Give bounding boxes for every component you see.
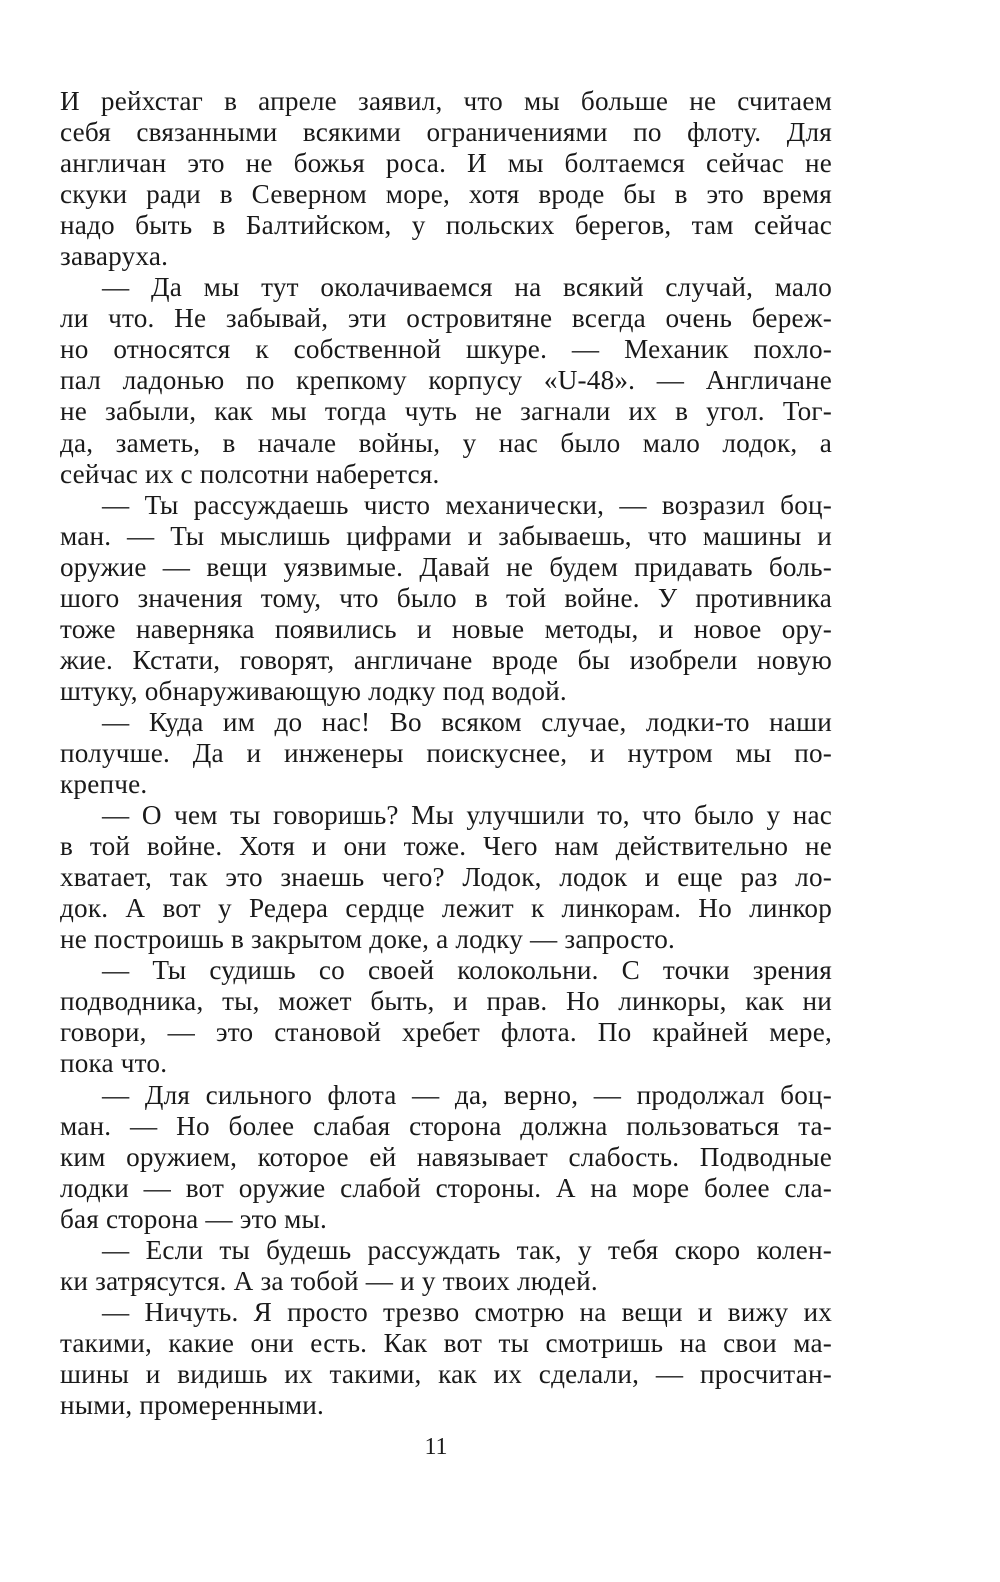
- text-line: — Для сильного флота — да, верно, — продолжал боц-: [102, 1079, 832, 1110]
- text-line: пока что.: [60, 1048, 168, 1079]
- text-line: надо быть в Балтийском, у польских берегов, там сейчас: [60, 210, 832, 241]
- page-number: 11: [424, 1434, 448, 1460]
- text-line: оружие — вещи уязвимые. Давай не будем придавать боль-: [60, 551, 832, 582]
- paragraph: [60, 272, 832, 489]
- text-line: ки затрясутся. А за тобой — и у твоих людей.: [60, 1265, 598, 1296]
- paragraph: [60, 955, 832, 1079]
- text-line: штуку, обнаруживающую лодку под водой.: [60, 675, 567, 706]
- text-line: — Ты судишь со своей колокольни. С точки зрения: [102, 955, 832, 986]
- body-text: [60, 86, 832, 1421]
- text-line: лодки — вот оружие слабой стороны. А на море более сла-: [60, 1172, 832, 1203]
- text-line: тоже наверняка появились и новые методы, и новое ору-: [60, 613, 832, 644]
- text-line: себя связанными всякими ограничениями по флоту. Для: [60, 117, 832, 148]
- paragraph: [60, 1080, 832, 1235]
- text-line: хватает, так это знаешь чего? Лодок, лодок и еще раз ло-: [60, 862, 832, 893]
- text-line: но относятся к собственной шкуре. — Механик похло-: [60, 334, 832, 365]
- text-line: подводника, ты, может быть, и прав. Но линкоры, как ни: [60, 986, 832, 1017]
- text-line: шого значения тому, что было в той войне. У противника: [60, 582, 832, 613]
- text-line: док. А вот у Редера сердце лежит к линкорам. Но линкор: [60, 893, 832, 924]
- text-line: сейчас их с полсотни наберется.: [60, 458, 440, 489]
- paragraph: [60, 1235, 832, 1297]
- text-line: — О чем ты говоришь? Мы улучшили то, что было у нас: [102, 800, 832, 831]
- text-line: получше. Да и инженеры поискуснее, и нутром мы по-: [60, 737, 832, 768]
- text-line: шины и видишь их такими, как их сделали, — просчитан-: [60, 1358, 832, 1389]
- text-line: не построишь в закрытом доке, а лодку — запросто.: [60, 924, 676, 955]
- text-line: ман. — Но более слабая сторона должна пользоваться та-: [60, 1110, 832, 1141]
- text-line: ными, промеренными.: [60, 1389, 325, 1420]
- text-line: такими, какие они есть. Как вот ты смотришь на свои ма-: [60, 1327, 832, 1358]
- text-line: — Да мы тут околачиваемся на всякий случай, мало: [102, 272, 832, 303]
- text-line: — Ты рассуждаешь чисто механически, — возразил боц-: [102, 489, 832, 520]
- text-line: — Если ты будешь рассуждать так, у тебя скоро колен-: [102, 1234, 832, 1265]
- text-line: — Куда им до нас! Во всяком случае, лодки-то наши: [102, 706, 832, 737]
- text-line: пал ладонью по крепкому корпусу «U-48». — Англичане: [60, 365, 832, 396]
- text-line: в той войне. Хотя и они тоже. Чего нам действительно не: [60, 831, 832, 862]
- text-line: бая сторона — это мы.: [60, 1203, 328, 1234]
- paragraph: [60, 490, 832, 707]
- paragraph: [60, 800, 832, 955]
- text-line: — Ничуть. Я просто трезво смотрю на вещи и вижу их: [102, 1296, 832, 1327]
- text-line: ким оружием, которое ей навязывает слабость. Подводные: [60, 1141, 832, 1172]
- text-line: говори, — это становой хребет флота. По крайней мере,: [60, 1017, 832, 1048]
- paragraph: [60, 1297, 832, 1421]
- text-line: англичан это не божья роса. И мы болтаемся сейчас не: [60, 148, 832, 179]
- text-line: И рейхстаг в апреле заявил, что мы больше не считаем: [60, 86, 832, 116]
- text-line: скуки ради в Северном море, хотя вроде бы в это время: [60, 179, 832, 210]
- text-line: ли что. Не забывай, эти островитяне всегда очень береж-: [60, 303, 832, 334]
- text-line: жие. Кстати, говорят, англичане вроде бы изобрели новую: [60, 644, 832, 675]
- paragraph: [60, 86, 832, 272]
- text-line: не забыли, как мы тогда чуть не загнали их в угол. Тог-: [60, 396, 832, 427]
- text-line: заваруха.: [60, 241, 169, 272]
- text-line: да, заметь, в начале войны, у нас было мало лодок, а: [60, 427, 832, 458]
- text-line: крепче.: [60, 769, 148, 800]
- text-line: ман. — Ты мыслишь цифрами и забываешь, что машины и: [60, 520, 832, 551]
- paragraph: [60, 707, 832, 800]
